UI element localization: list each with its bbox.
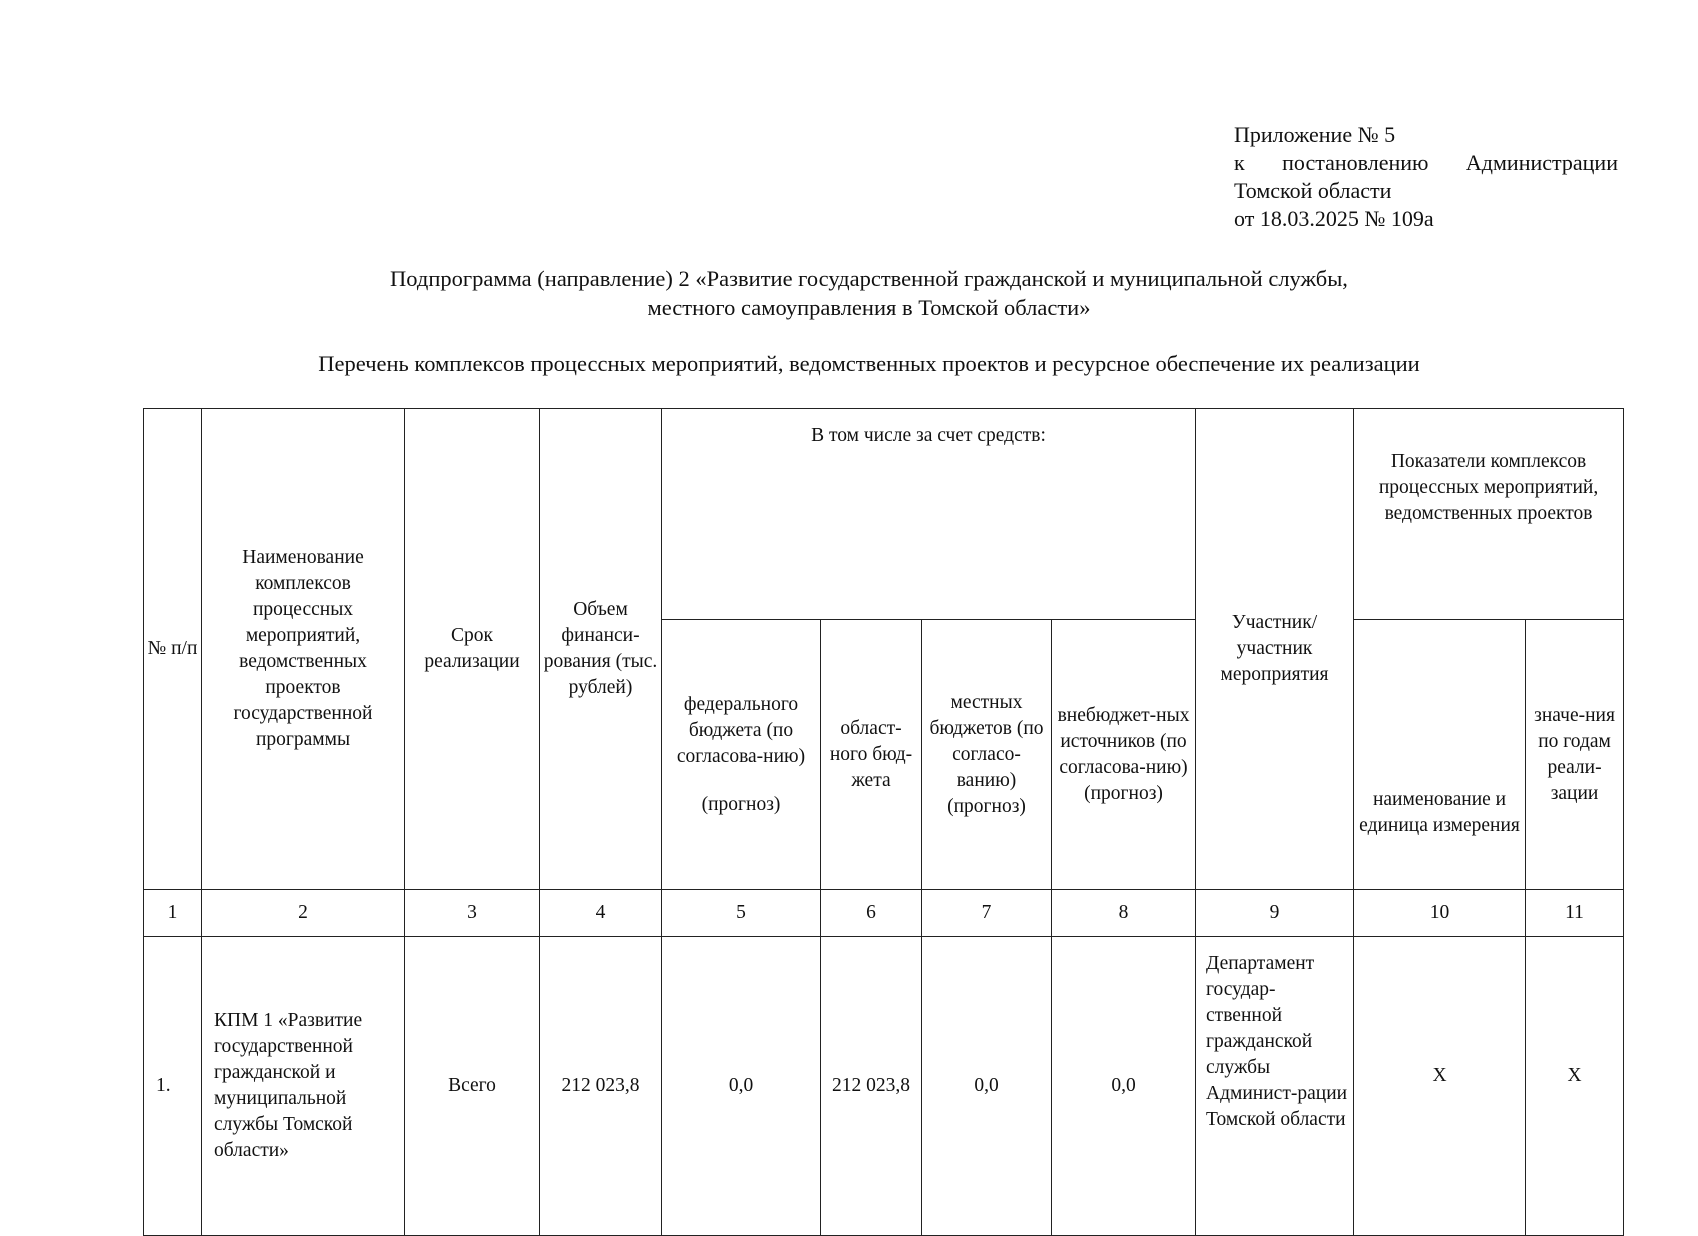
- appendix-region: Томской области: [1234, 178, 1392, 203]
- column-numbers-row: [144, 890, 1624, 937]
- column-number: 3: [405, 890, 540, 937]
- row-regional: 212 023,8: [821, 937, 922, 1236]
- column-number: 1: [144, 890, 202, 937]
- row-federal: 0,0: [662, 937, 821, 1236]
- row-number: 1.: [144, 937, 202, 1236]
- row-indicator-values: Х: [1526, 937, 1624, 1236]
- header-indicator-name: наименование и единица измерения: [1354, 620, 1526, 890]
- table-row: [144, 937, 1624, 1236]
- column-number: 11: [1526, 890, 1624, 937]
- header-federal: [662, 620, 821, 890]
- row-term: Всего: [405, 937, 540, 1236]
- header-regional: област-ного бюд-жета: [821, 620, 922, 890]
- header-federal-label: федерального бюджета (по согласова-нию): [676, 693, 806, 767]
- appendix-word: Администрации: [1465, 150, 1618, 175]
- column-number: 6: [821, 890, 922, 937]
- header-num: № п/п: [144, 409, 202, 890]
- column-number: 10: [1354, 890, 1526, 937]
- row-indicator-name: Х: [1354, 937, 1526, 1236]
- column-number: 9: [1196, 890, 1354, 937]
- header-funding-group: В том числе за счет средств:: [662, 409, 1196, 620]
- column-number: 7: [922, 890, 1052, 937]
- resources-table: [143, 408, 1624, 1236]
- header-federal-note: (прогноз): [701, 793, 781, 815]
- subprogram-title-line2: местного самоуправления в Томской области»: [647, 295, 1091, 320]
- header-indicators-group: Показатели комплексов процессных мероприятий, ведомственных проектов: [1354, 409, 1624, 620]
- header-term: Срок реализации: [405, 409, 540, 890]
- appendix-word: к: [1234, 150, 1245, 175]
- subprogram-title-line1: Подпрограмма (направление) 2 «Развитие государственной гражданской и муниципальной службы,: [390, 266, 1348, 291]
- column-number: 8: [1052, 890, 1196, 937]
- row-participant: Департамент государ-ственной гражданской службы Админист-рации Томской области: [1196, 937, 1354, 1236]
- column-number: 5: [662, 890, 821, 937]
- header-participant: Участник/ участник мероприятия: [1196, 409, 1354, 890]
- appendix-date: от 18.03.2025 № 109а: [1234, 206, 1434, 231]
- header-total: Объем финанси-рования (тыс. рублей): [540, 409, 662, 890]
- header-indicator-values: значе-ния по годам реали-зации: [1526, 620, 1624, 890]
- header-name: Наименование комплексов процессных мероприятий, ведомственных проектов государственной программы: [202, 409, 405, 890]
- header-extrabudgetary: внебюджет-ных источников (по согласова-нию) (прогноз): [1052, 620, 1196, 890]
- row-extrabudgetary: 0,0: [1052, 937, 1196, 1236]
- list-title: Перечень комплексов процессных мероприятий, ведомственных проектов и ресурсное обеспечение их реализации: [318, 351, 1420, 376]
- column-number: 4: [540, 890, 662, 937]
- header-row-1: [144, 409, 1624, 620]
- appendix-block: [1234, 121, 1618, 233]
- header-local: местных бюджетов (по согласо-ванию) (прогноз): [922, 620, 1052, 890]
- row-name: КПМ 1 «Развитие государственной гражданской и муниципальной службы Томской области»: [202, 937, 405, 1236]
- appendix-decree-line: [1234, 149, 1618, 177]
- appendix-word: постановлению: [1282, 150, 1429, 175]
- appendix-number: Приложение № 5: [1234, 122, 1396, 147]
- column-number: 2: [202, 890, 405, 937]
- row-total: 212 023,8: [540, 937, 662, 1236]
- row-local: 0,0: [922, 937, 1052, 1236]
